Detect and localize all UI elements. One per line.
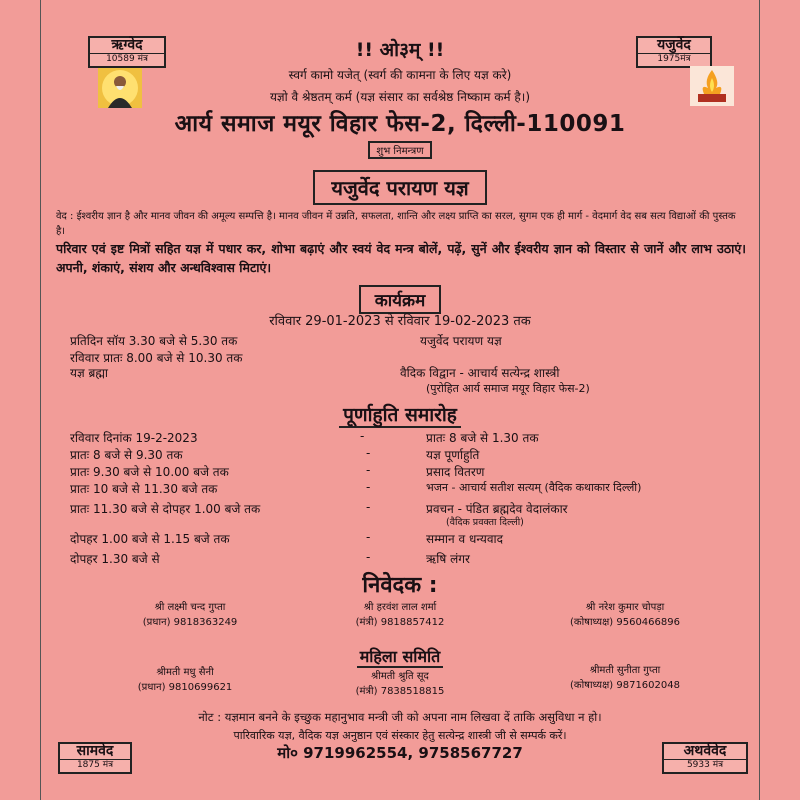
footer-phones: मो० 9719962554, 9758567727 [277,744,523,762]
person-name: श्री लक्ष्मी चन्द गुप्ता [154,602,226,613]
row-dash: - [366,463,371,477]
purnahuti-row-right-sub: (वैदिक प्रवक्ता दिल्ली) [446,517,524,528]
program-heading: कार्यक्रम [359,285,442,314]
purnahuti-row-left: दोपहर 1.00 बजे से 1.15 बजे तक [70,532,230,546]
program-row-left: यज्ञ ब्रह्मा [70,366,109,380]
veda-count: 1975मंत्र [638,53,710,64]
intro-paragraph: वेद : ईश्वरीय ज्ञान है और मानव जीवन की अमूल्य सम्पत्ति है। मानव जीवन में उन्नति, सफलता, शान्ति और लक्ष्य प्राप्ति का सरल, सुगम एक ही मार्ग - वेदमार्ग वेद सब सत्य विद्याओं की पुस्तक है। [56,211,736,237]
program-row-right: यजुर्वेद परायण यज्ञ [420,334,502,348]
person-role: (प्रधान) 9810699621 [137,681,233,693]
header-line-1: स्वर्ग कामो यजेत् (स्वर्ग की कामना के लिए यज्ञ करे) [288,68,512,82]
program-row-right: वैदिक विद्वान - आचार्य सत्येन्द्र शास्त्री [400,366,560,380]
program-row-left: रविवार प्रातः 8.00 बजे से 10.30 तक [70,351,243,365]
purnahuti-row-right: प्रातः 8 बजे से 1.30 तक [426,431,539,445]
veda-name: अथर्ववेद [683,743,727,759]
person-role: (कोषाध्यक्ष) 9871602048 [570,679,680,691]
appeal-paragraph: परिवार एवं इष्ट मित्रों सहित यज्ञ में पधार कर, शोभा बढ़ाएं और स्वयं वेद मन्त्र बोलें, पढ़ें, सुनें और ईश्वरीय ज्ञान को विस्तार से जानें और लाभ उठाएं। अपनी, शंकाएं, संशय और अन्धविश्वास मिटाएं। [56,241,746,275]
purnahuti-row-left: प्रातः 8 बजे से 9.30 तक [70,448,183,462]
program-row-left: प्रतिदिन सॉय 3.30 बजे से 5.30 तक [70,334,238,348]
veda-count: 10589 मंत्र [90,53,164,64]
row-dash: - [366,446,371,460]
purnahuti-row-left: प्रातः 11.30 बजे से दोपहर 1.00 बजे तक [70,502,261,516]
person-name: श्री हरवंश लाल शर्मा [363,602,437,613]
veda-count: 1875 मंत्र [60,759,130,770]
person-name: श्रीमती श्रुति सूद [371,671,429,682]
mahila-person [320,670,480,699]
om-heading: !! ओ३म् !! [355,39,445,61]
event-title-wrap [0,170,800,205]
purnahuti-row-left: प्रातः 9.30 बजे से 10.00 बजे तक [70,465,229,479]
purnahuti-row-right: प्रसाद वितरण [426,465,485,479]
mahila-person [540,664,710,693]
nivedak-person [320,601,480,630]
purnahuti-row-right: यज्ञ पूर्णाहुति [426,448,480,462]
person-role: (प्रधान) 9818363249 [142,616,238,628]
row-dash: - [366,480,371,494]
purnahuti-heading-wrap [0,401,800,427]
mahila-person [105,666,265,695]
program-heading-wrap [0,285,800,314]
row-dash: - [360,429,365,443]
program-date-range: रविवार 29-01-2023 से रविवार 19-02-2023 तक [269,314,531,329]
row-dash: - [366,550,371,564]
row-dash: - [366,530,371,544]
veda-name: सामवेद [76,743,114,759]
invite-label: शुभ निमन्त्रण [368,141,431,159]
header-line-2: यज्ञो वै श्रेष्ठतम् कर्म (यज्ञ संसार का सर्वश्रेष्ठ निष्काम कर्म है।) [269,90,531,104]
person-name: श्री नरेश कुमार चोपड़ा [585,602,665,613]
person-name: श्रीमती सुनीता गुप्ता [589,665,661,676]
purnahuti-row-right: ऋषि लंगर [426,552,470,566]
purnahuti-row-right: सम्मान व धन्यवाद [426,532,503,546]
nivedak-person [110,601,270,630]
purnahuti-row-right: भजन - आचार्य सतीश सत्यम् (वैदिक कथाकार दिल्ली) [426,481,642,494]
footer-note: नोट : यज्ञमान बनने के इच्छुक महानुभाव मन्त्री जी को अपना नाम लिखवा दें ताकि असुविधा न हो। [198,710,602,724]
nivedak-heading: निवेदक : [362,573,438,598]
veda-count: 5933 मंत्र [664,759,746,770]
program-row-right: (पुरोहित आर्य समाज मयूर विहार फेस-2) [426,382,590,395]
purnahuti-row-left: प्रातः 10 बजे से 11.30 बजे तक [70,482,218,496]
veda-name: ऋग्वेद [111,37,143,53]
purnahuti-row-right: प्रवचन - पंडित ब्रह्मदेव वेदालंकार [426,502,568,516]
veda-name: यजुर्वेद [657,37,691,53]
purnahuti-heading: पूर्णाहुति समारोह [339,404,461,428]
mahila-heading: महिला समिति [357,647,444,668]
org-name: आर्य समाज मयूर विहार फेस-2, दिल्ली-110091 [174,111,626,137]
person-name: श्रीमती मधु सैनी [156,667,214,678]
purnahuti-row-left: दोपहर 1.30 बजे से [70,552,160,566]
invite-label-wrap [0,139,800,159]
row-dash: - [366,500,371,514]
event-title: यजुर्वेद परायण यज्ञ [313,170,486,205]
footer-contact-line: पारिवारिक यज्ञ, वैदिक यज्ञ अनुष्ठान एवं संस्कार हेतु सत्येन्द्र शास्त्री जी से सम्पर्क करें। [233,729,567,742]
nivedak-person [540,601,710,630]
person-role: (कोषाध्यक्ष) 9560466896 [570,616,680,628]
purnahuti-row-left: रविवार दिनांक 19-2-2023 [70,431,198,445]
person-role: (मंत्री) 9818857412 [355,616,445,628]
person-role: (मंत्री) 7838518815 [355,685,445,697]
